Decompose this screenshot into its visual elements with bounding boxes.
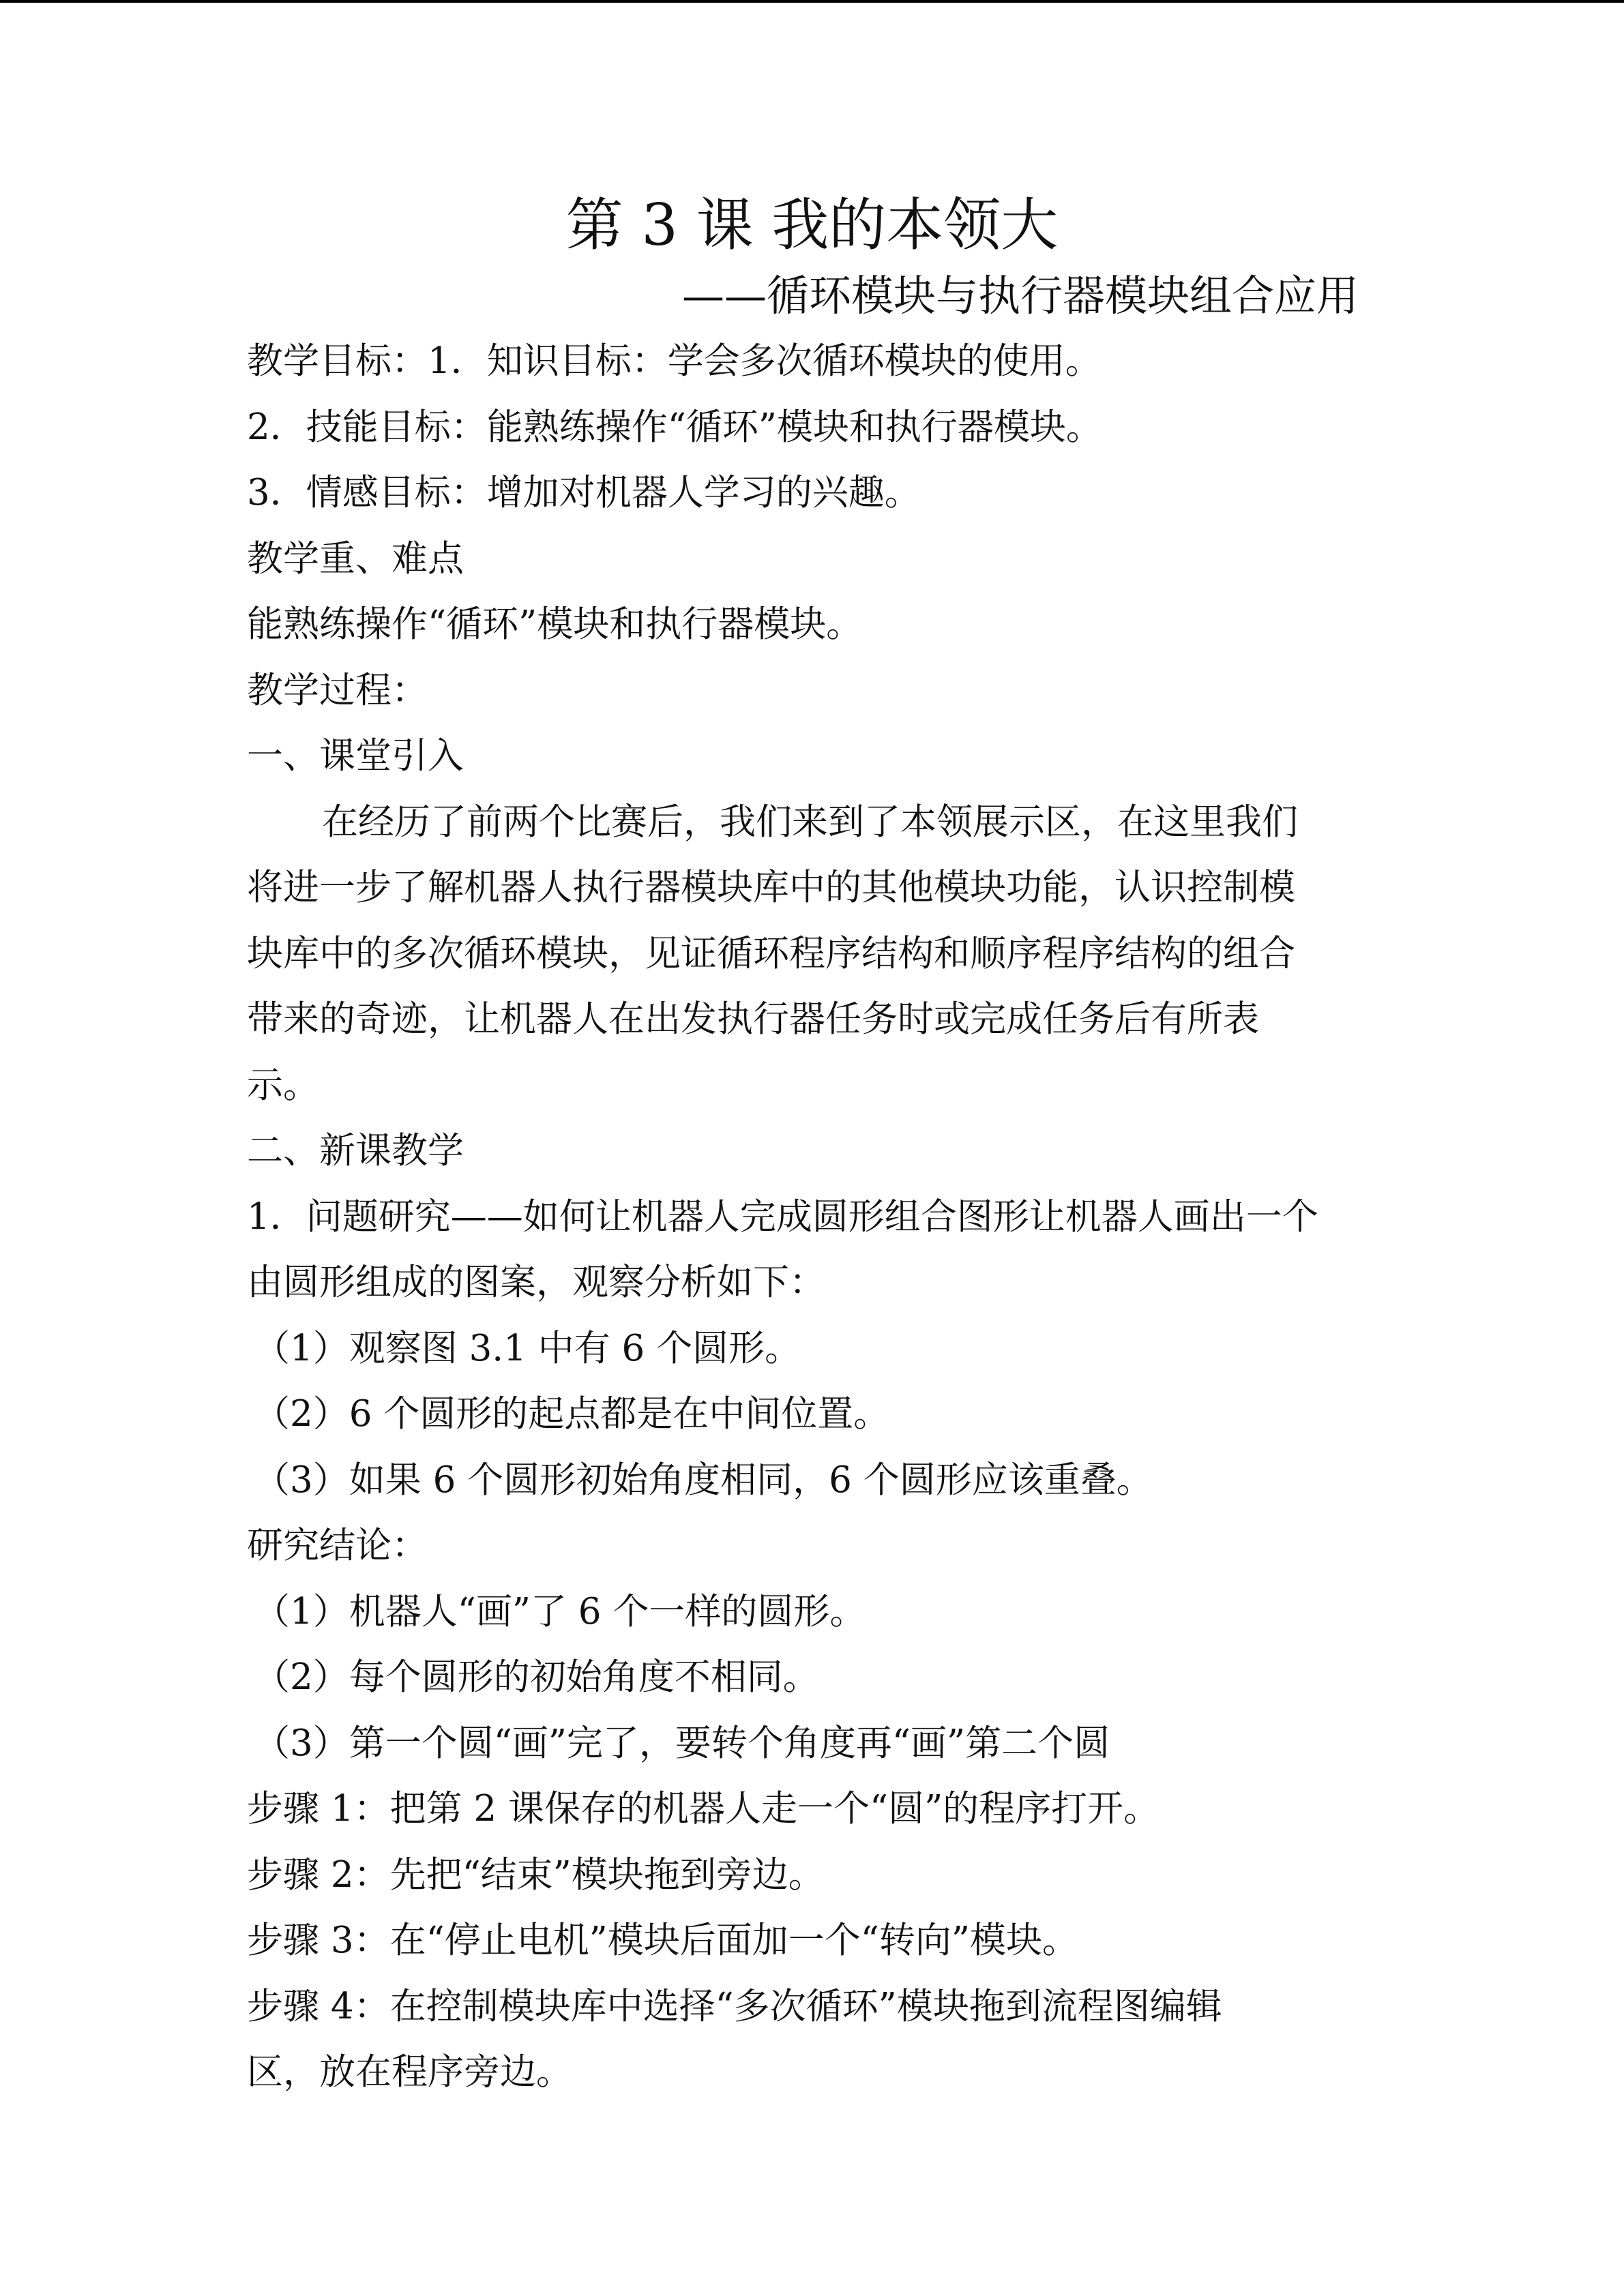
- body-line: （1）观察图 3.1 中有 6 个圆形。: [254, 1328, 801, 1369]
- body-line: （1）机器人“画”了 6 个一样的圆形。: [254, 1591, 866, 1632]
- body-line: 步骤 1：把第 2 课保存的机器人走一个“圆”的程序打开。: [247, 1788, 1160, 1830]
- body-line: 示。: [247, 1064, 319, 1106]
- body-line: 将进一步了解机器人执行器模块库中的其他模块功能，认识控制模: [247, 867, 1295, 908]
- body-line: 教学过程：: [247, 670, 428, 711]
- body-line: 1．问题研究——如何让机器人完成圆形组合图形让机器人画出一个: [247, 1196, 1318, 1238]
- body-line: 区，放在程序旁边。: [247, 2051, 572, 2093]
- body-line: 2．技能目标：能熟练操作“循环”模块和执行器模块。: [247, 406, 1102, 448]
- body-line: 3．情感目标：增加对机器人学习的兴趣。: [247, 472, 921, 513]
- body-line: （3）第一个圆“画”完了，要转个角度再“画”第二个圆: [254, 1723, 1110, 1764]
- body-line: 研究结论：: [247, 1525, 428, 1566]
- lesson-title: 第 3 课 我的本领大: [565, 192, 1059, 258]
- body-line: 一、课堂引入: [247, 735, 464, 777]
- body-line: 在经历了前两个比赛后，我们来到了本领展示区，在这里我们: [322, 801, 1298, 843]
- body-line: 步骤 4：在控制模块库中选择“多次循环”模块拖到流程图编辑: [247, 1986, 1222, 2027]
- body-line: 二、新课教学: [247, 1130, 464, 1172]
- lesson-subtitle: ——循环模块与执行器模块组合应用: [682, 271, 1359, 320]
- body-line: （3）如果 6 个圆形初始角度相同，6 个圆形应该重叠。: [254, 1459, 1153, 1501]
- body-line: 由圆形组成的图案，观察分析如下：: [247, 1262, 825, 1303]
- body-line: 块库中的多次循环模块，见证循环程序结构和顺序程序结构的组合: [247, 933, 1295, 974]
- body-line: （2）6 个圆形的起点都是在中间位置。: [254, 1393, 890, 1435]
- body-line: 能熟练操作“循环”模块和执行器模块。: [247, 603, 863, 645]
- body-line: 步骤 3：在“停止电机”模块后面加一个“转向”模块。: [247, 1920, 1078, 1961]
- body-line: 教学目标：1．知识目标：学会多次循环模块的使用。: [247, 340, 1102, 382]
- body-line: 带来的奇迹，让机器人在出发执行器任务时或完成任务后有所表: [247, 998, 1259, 1040]
- body-line: 步骤 2：先把“结束”模块拖到旁边。: [247, 1854, 825, 1896]
- body-line: （2）每个圆形的初始角度不相同。: [254, 1656, 819, 1698]
- body-line: 教学重、难点: [247, 538, 464, 580]
